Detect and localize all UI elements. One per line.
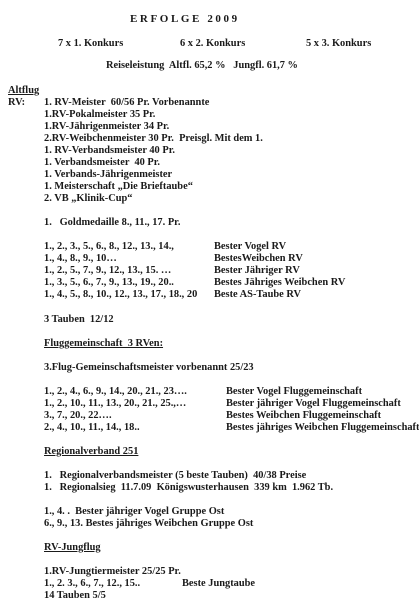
altflug-line: 1.RV-Jährigenmeister 34 Pr.	[44, 121, 170, 132]
award-label: BestesWeibchen RV	[214, 253, 303, 264]
altflug-line: 1. RV-Verbandsmeister 40 Pr.	[44, 145, 175, 156]
rank-list: 1., 4., 5., 8., 10., 12., 13., 17., 18., 20	[44, 289, 198, 300]
rank-list: 1., 2., 3., 5., 6., 8., 12., 13., 14.,	[44, 241, 174, 252]
section-jungflug-heading: RV-Jungflug	[44, 542, 101, 553]
page-title: ERFOLGE 2009	[130, 13, 240, 25]
altflug-line: 2. VB „Klinik-Cup“	[44, 193, 133, 204]
rank-list: 1., 3., 5., 6., 7., 9., 13., 19., 20..	[44, 277, 174, 288]
award-label: Bester jähriger Vogel Fluggemeinschaft	[226, 398, 401, 409]
ost-line: 1., 4. . Bester jähriger Vogel Gruppe Ost	[44, 506, 225, 517]
altflug-line: 1. Verbandsmeister 40 Pr.	[44, 157, 161, 168]
tauben-count: 14 Tauben 5/5	[44, 590, 106, 601]
rv-label: RV:	[8, 97, 26, 108]
rank-list: 3., 7., 20., 22….	[44, 410, 112, 421]
ost-line: 6., 9., 13. Bestes jähriges Weibchen Gruppe Ost	[44, 518, 254, 529]
altflug-line: 2.RV-Weibchenmeister 30 Pr. Preisgl. Mit dem 1.	[44, 133, 263, 144]
award-label: Bester Vogel RV	[214, 241, 287, 252]
award-label: Beste AS-Taube RV	[214, 289, 302, 300]
award-label: Bester Vogel Fluggemeinschaft	[226, 386, 363, 397]
rank-list: 1., 4., 8., 9., 10…	[44, 253, 117, 264]
konkurs-2: 6 x 2. Konkurs	[180, 38, 246, 49]
regional-line: 1. Regionalverbandsmeister (5 beste Tauben) 40/38 Preise	[44, 470, 307, 481]
regional-line: 1. Regionalsieg 11.7.09 Königswusterhausen 339 km 1.962 Tb.	[44, 482, 334, 493]
flug-meister: 3.Flug-Gemeinschaftsmeister vorbenannt 25/23	[44, 362, 254, 373]
goldmedaille-line: 1. Goldmedaille 8., 11., 17. Pr.	[44, 217, 181, 228]
jungflug-meister: 1.RV-Jungtiermeister 25/25 Pr.	[44, 566, 181, 577]
section-altflug-heading: Altflug	[8, 85, 40, 96]
rank-list: 2., 4., 10., 11., 14., 18..	[44, 422, 140, 433]
altflug-line: 1. Verbands-Jährigenmeister	[44, 169, 173, 180]
award-label: Bestes Weibchen Fluggemeinschaft	[226, 410, 382, 421]
reiseleistung: Reiseleistung Altfl. 65,2 % Jungfl. 61,7 %	[106, 60, 298, 71]
konkurs-1: 7 x 1. Konkurs	[58, 38, 124, 49]
award-label: Bestes Jähriges Weibchen RV	[214, 277, 346, 288]
award-label: Bester Jähriger RV	[214, 265, 300, 276]
altflug-line: 1.RV-Pokalmeister 35 Pr.	[44, 109, 156, 120]
rank-list: 1., 2., 4., 6., 9., 14., 20., 21., 23….	[44, 386, 187, 397]
konkurs-3: 5 x 3. Konkurs	[306, 38, 372, 49]
section-flug-heading: Fluggemeinschaft 3 RVen:	[44, 338, 164, 349]
award-label: Bestes jähriges Weibchen Fluggemeinschaft	[226, 422, 419, 433]
rank-list: 1., 2. 3., 6., 7., 12., 15..	[44, 578, 141, 589]
award-label: Beste Jungtaube	[182, 578, 256, 589]
tauben-count: 3 Tauben 12/12	[44, 314, 114, 325]
rank-list: 1., 2., 10., 11., 13., 20., 21., 25.,…	[44, 398, 187, 409]
rank-list: 1., 2., 5., 7., 9., 12., 13., 15. …	[44, 265, 172, 276]
section-regional-heading: Regionalverband 251	[44, 446, 139, 457]
altflug-line: 1. Meisterschaft „Die Brieftaube“	[44, 181, 193, 192]
altflug-line: 1. RV-Meister 60/56 Pr. Vorbenannte	[44, 97, 210, 108]
